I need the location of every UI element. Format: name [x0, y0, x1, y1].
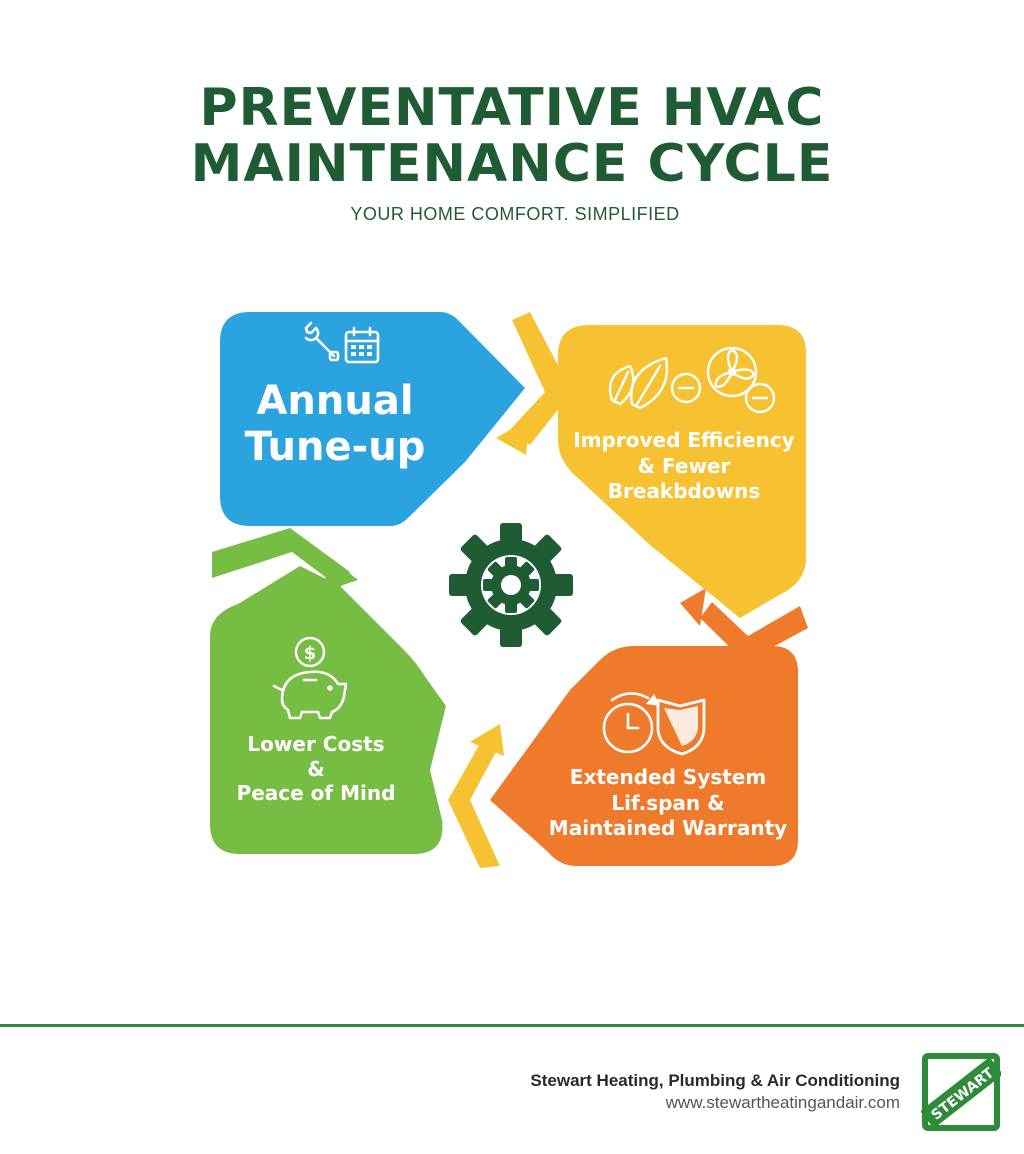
stewart-logo — [921, 1052, 1001, 1132]
step-lifespan-line-2: Lif.span & — [611, 791, 725, 815]
step-improved-efficiency — [558, 325, 806, 618]
gear-icon — [449, 523, 573, 647]
step-lifespan-line-3: Maintained Warranty — [548, 816, 788, 840]
company-name: Stewart Heating, Plumbing & Air Conditioning — [530, 1071, 900, 1090]
step-costs-line-1: Lower Costs — [247, 732, 385, 756]
logo-text: STEWART — [928, 1065, 998, 1124]
step-extended-lifespan — [490, 646, 798, 866]
step-lifespan-line-1: Extended System — [569, 765, 767, 789]
title-line-2: MAINTENANCE CYCLE — [190, 134, 834, 194]
title-line-1: PREVENTATIVE HVAC — [199, 78, 825, 138]
step-costs-line-2: & — [307, 757, 325, 781]
step-efficiency-line-1: Improved Efficiency — [573, 428, 795, 452]
step-efficiency-line-2: & Fewer — [637, 454, 731, 478]
footer-divider — [0, 1024, 1024, 1027]
step-efficiency-line-3: Breakbdowns — [607, 479, 761, 503]
step-annual-line-2: Tune-up — [244, 424, 426, 470]
step-costs-line-3: Peace of Mind — [236, 781, 396, 805]
step-annual-line-1: Annual — [256, 378, 414, 424]
step-annual-tune-up — [220, 312, 525, 526]
company-website[interactable]: www.stewartheatingandair.com — [665, 1093, 900, 1112]
dollar-sign-glyph: $ — [303, 643, 317, 664]
page-subtitle: YOUR HOME COMFORT. SIMPLIFIED — [350, 204, 680, 224]
step-lower-costs — [210, 566, 446, 854]
